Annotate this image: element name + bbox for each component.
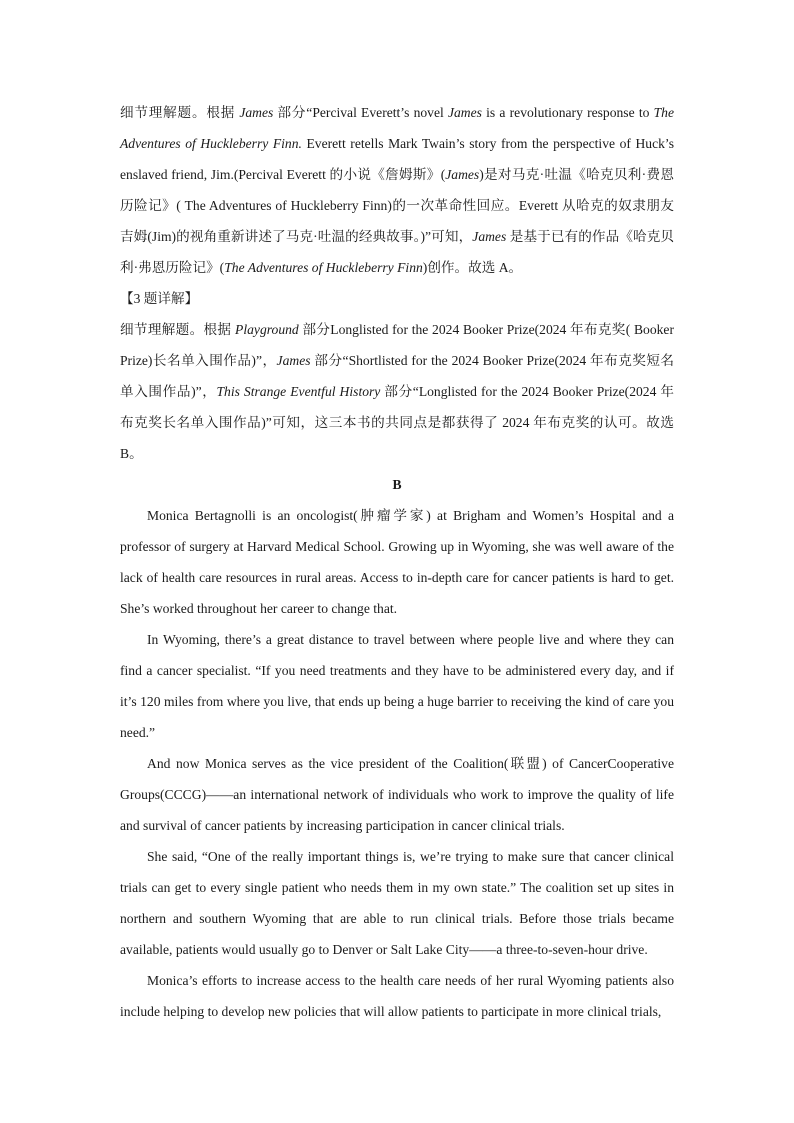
book-title: James [447, 105, 482, 120]
book-title: The Adventures of Huckleberry Finn [224, 260, 423, 275]
book-title: James [472, 229, 507, 244]
text-run: 部分“Longlisted for the 2024 Booker Prize(2024 年布克奖长名单入围作品)”可知，这三本书的共同点是都获得了 2024 年布克奖的认可。故选 B。 [120, 384, 675, 461]
passage-paragraph: Monica’s efforts to increase access to the health care needs of her rural Wyoming patients also include helping to develop new policies that will allow patients to participate in more clinical trials, [120, 973, 674, 1019]
book-title: This Strange Eventful History [216, 384, 381, 399]
text-run: 是基于已有的作品《哈克贝利·弗恩历险记》( [120, 229, 675, 275]
book-title: The Adventures of Huckleberry Finn. [120, 105, 674, 151]
text-run: )创作。故选 A。 [422, 260, 523, 275]
text-run: 细节理解题。根据 [120, 105, 240, 120]
text-run: )是对马克·吐温《哈克贝利·费恩历险记》( The Adventures of Huckleberry Finn)的一次革命性回应。Everett 从哈克的奴隶朋友吉姆(Jim)的视角重新讲述了马克·吐温的经典故事。)”可知， [120, 167, 674, 244]
passage-paragraph: Monica Bertagnolli is an oncologist(肿瘤学家) at Brigham and Women’s Hospital and a professor of surgery at Harvard Medical School. Growing up in Wyoming, she was well aware of the lack of health care resources in rural areas. Access to in-depth care for cancer patients is hard to get. She’s worked throughout her career to change that. [120, 508, 674, 616]
question-3-heading: 【3 题详解】 [120, 291, 199, 306]
document-body [120, 97, 674, 1027]
text-run: is a revolutionary response to [481, 105, 654, 120]
text-run: 部分Longlisted for the 2024 Booker Prize(2024 年布克奖( Booker Prize)长名单入围作品)”， [120, 322, 674, 368]
passage-paragraph: She said, “One of the really important things is, we’re trying to make sure that cancer clinical trials can get to every single patient who needs them in my own state.” The coalition set up sites in northern and southern Wyoming that are able to run clinical trials. Before those trials became available, patients would usually go to Denver or Salt Lake City——a three-to-seven-hour drive. [120, 849, 674, 957]
text-run: Everett retells Mark Twain’s story from the perspective of Huck’s enslaved friend, Jim.(Percival Everett 的小说《詹姆斯》( [120, 136, 674, 182]
book-title: James [239, 105, 274, 120]
text-run: 细节理解题。根据 [120, 322, 236, 337]
section-title: B [392, 477, 402, 492]
answer-explanation-3 [120, 314, 674, 469]
passage-paragraph: And now Monica serves as the vice president of the Coalition(联盟) of CancerCooperative Groups(CCCG)——an international network of individuals who work to improve the quality of life and survival of cancer patients by increasing participation in cancer clinical trials. [120, 756, 674, 833]
book-title: Playground [235, 322, 299, 337]
text-run: 部分“Percival Everett’s novel [273, 105, 448, 120]
book-title: James [276, 353, 311, 368]
passage-paragraph: In Wyoming, there’s a great distance to travel between where people live and where they can find a cancer specialist. “If you need treatments and they have to be administered every day, and if it’s 120 miles from where you live, that ends up being a huge barrier to receiving the kind of care you need.” [120, 632, 674, 740]
answer-explanation-2 [120, 97, 674, 283]
book-title: James [445, 167, 480, 182]
text-run: 部分“Shortlisted for the 2024 Booker Prize(2024 年布克奖短名单入围作品)”， [120, 353, 674, 399]
